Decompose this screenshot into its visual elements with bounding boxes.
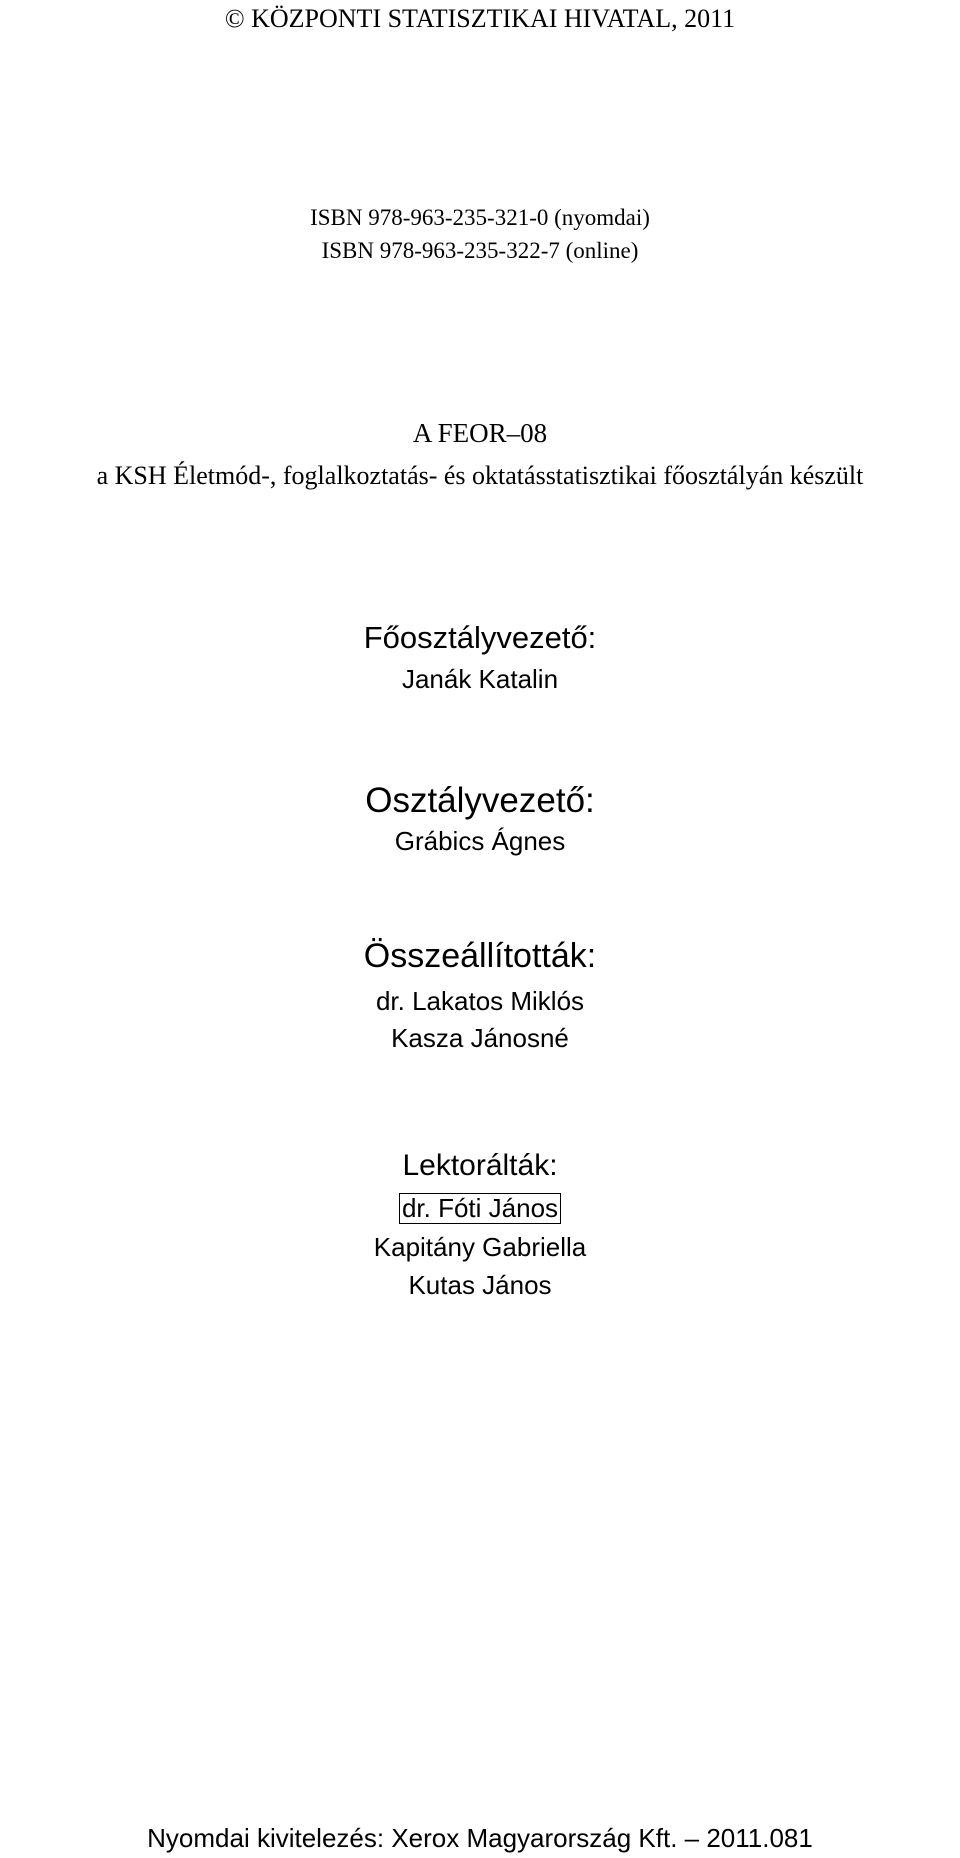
copyright-line: © KÖZPONTI STATISZTIKAI HIVATAL, 2011 bbox=[224, 4, 736, 33]
intro-subtitle: a KSH Életmód-, foglalkoztatás- és oktatásstatisztikai főosztályán készült bbox=[96, 461, 864, 490]
section-head-name: Grábics Ágnes bbox=[394, 826, 566, 856]
department-head-name: Janák Katalin bbox=[401, 664, 559, 694]
intro-title: A FEOR–08 bbox=[412, 418, 548, 448]
reviewer-name-2: Kapitány Gabriella bbox=[373, 1232, 587, 1262]
reviewer-name-3: Kutas János bbox=[408, 1270, 552, 1300]
department-head-label: Főosztályvezető: bbox=[363, 620, 597, 655]
compiler-name-1: dr. Lakatos Miklós bbox=[375, 986, 585, 1016]
isbn-online: ISBN 978-963-235-322-7 (online) bbox=[321, 238, 639, 263]
reviewers-label: Lektorálták: bbox=[402, 1149, 558, 1182]
compiler-name-2: Kasza Jánosné bbox=[391, 1023, 569, 1053]
isbn-print: ISBN 978-963-235-321-0 (nyomdai) bbox=[310, 205, 650, 230]
section-head-label: Osztályvezető: bbox=[365, 781, 595, 820]
reviewer-name-1-wrap bbox=[0, 1193, 960, 1224]
printer-line: Nyomdai kivitelezés: Xerox Magyarország Kft. – 2011.081 bbox=[147, 1823, 813, 1853]
reviewer-name-1: dr. Fóti János bbox=[399, 1193, 561, 1224]
compilers-label: Összeállították: bbox=[363, 937, 597, 975]
